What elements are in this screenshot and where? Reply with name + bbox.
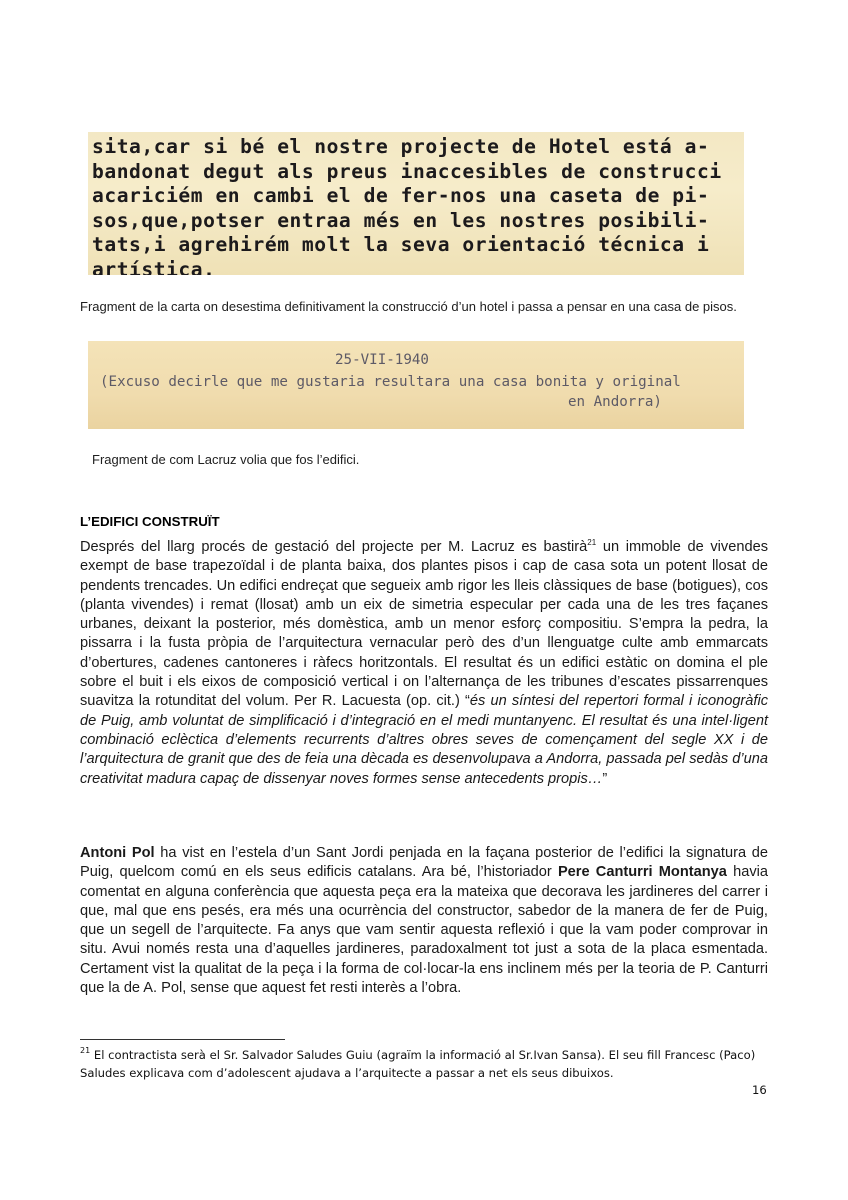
paragraph-text: ha vist en l’estela d’un Sant Jordi penjada en la façana posterior de l’edifici la signatura de Puig, quelcom comú en els seus edificis catalans. Ara bé, l’historiador <box>80 845 768 881</box>
typed-text-block <box>92 135 744 275</box>
footnote-text: El contractista serà el Sr. Salvador Saludes Guiu (agraïm la informació al Sr.Ivan Sansa). El seu fill Francesc (Paco) Saludes explicava com d’adolescent ajudava a l’arquitecte a passar a net els seus dibuixos. <box>80 1048 756 1080</box>
footnote <box>80 1047 770 1082</box>
body-paragraph-2 <box>80 844 768 998</box>
letter-fragment-image <box>88 132 744 275</box>
typed-line: sos,que,potser entraa més en les nostres posibili- <box>92 208 710 232</box>
person-name: Antoni Pol <box>80 845 155 861</box>
paragraph-text: Després del llarg procés de gestació del projecte per M. Lacruz es bastirà <box>80 539 588 555</box>
footnote-ref[interactable]: 21 <box>587 538 597 547</box>
page-number: 16 <box>752 1083 767 1097</box>
typed-line: acariciém en cambi el de fer-nos una caseta de pi- <box>92 184 710 207</box>
image-caption: Fragment de la carta on desestima definitivament la construcció d’un hotel i passa a pensar en una casa de pisos. <box>80 299 737 314</box>
typed-date: 25-VII-1940 <box>335 352 429 368</box>
letter-fragment-image-2 <box>88 341 744 429</box>
typed-line: bandonat degut als preus inaccesibles de construcci <box>92 159 722 183</box>
image-caption-2: Fragment de com Lacruz volia que fos l’edifici. <box>92 452 360 467</box>
section-heading: L’EDIFICI CONSTRUÏT <box>80 514 220 529</box>
typed-line: sita,car si bé el nostre projecte de Hotel está a- <box>92 135 710 158</box>
typed-line: artística. <box>92 257 216 275</box>
footnote-number: 21 <box>80 1046 91 1055</box>
quote-close: ” <box>602 770 608 787</box>
typed-line: en Andorra) <box>568 394 662 410</box>
body-paragraph-1 <box>80 538 768 789</box>
quote-italic: és un síntesi del repertori formal i iconogràfic de Puig, amb voluntat de simplificació i d’integració en el medi muntanyenc. El resultat és una intel·ligent combinació eclèctica d’elements recurrents d’altres obres seves de començament del segle XX i de l’arquitectura de granit que des de feia una dècada es desenvolupava a Andorra, passada pel sedàs d’una creativitat madura capaç de dissenyar noves formes sense antecedents propis… <box>80 693 769 787</box>
paragraph-text: havia comentat en alguna conferència que aquesta peça era la mateixa que decorava les jardineres del carrer i que, mal que ens pesés, era més una ocurrència del constructor, sabedor de la manera de fer de Puig, que un segell de l’arquitecte. Fa anys que vam sentir aquesta reflexió i que la vam poder comprovar in situ. Avui només resta una d’aquelles jardineres, paradoxalment tot just a sota de la placa esmentada. Certament vist la qualitat de la peça i la forma de col·locar-la ens inclinem més per la teoria de P. Canturri que la de A. Pol, sense que aquest fet resti interès a l’obra. <box>80 864 768 997</box>
paragraph-text: un immoble de vivendes exempt de base trapezoïdal i de planta baixa, dos plantes pisos i cap de casa sota un potent llosat de pendents trencades. Un edifici endreçat que segueix amb rigor les lleis clàssiques de base (botigues), cos (planta vivendes) i remat (llosat) amb un eix de simetria especular per cada una de les tres façanes urbanes, deixant la posterior, més domèstica, amb un menor esforç compositiu. S’empra la pedra, la pissarra i la fusta pròpia de l’arquitectura vernacular però des d’un llenguatge culte amb emmarcats d’obertures, cadenes cantoneres i ràfecs horitzontals. El resultat és un edifici estàtic on domina el ple sobre el buit i els eixos de composició vertical i on l’alternança de les tribunes d’escates pissarrenques suavitza la rotunditat del volum. Per R. Lacuesta (op. cit.) “ <box>80 539 768 710</box>
footnote-separator <box>80 1039 285 1040</box>
person-name: Pere Canturri Montanya <box>557 864 727 881</box>
typed-line: (Excuso decirle que me gustaria resultara una casa bonita y original <box>100 374 681 390</box>
typed-line: tats,i agrehirém molt la seva orientació técnica i <box>92 233 710 256</box>
